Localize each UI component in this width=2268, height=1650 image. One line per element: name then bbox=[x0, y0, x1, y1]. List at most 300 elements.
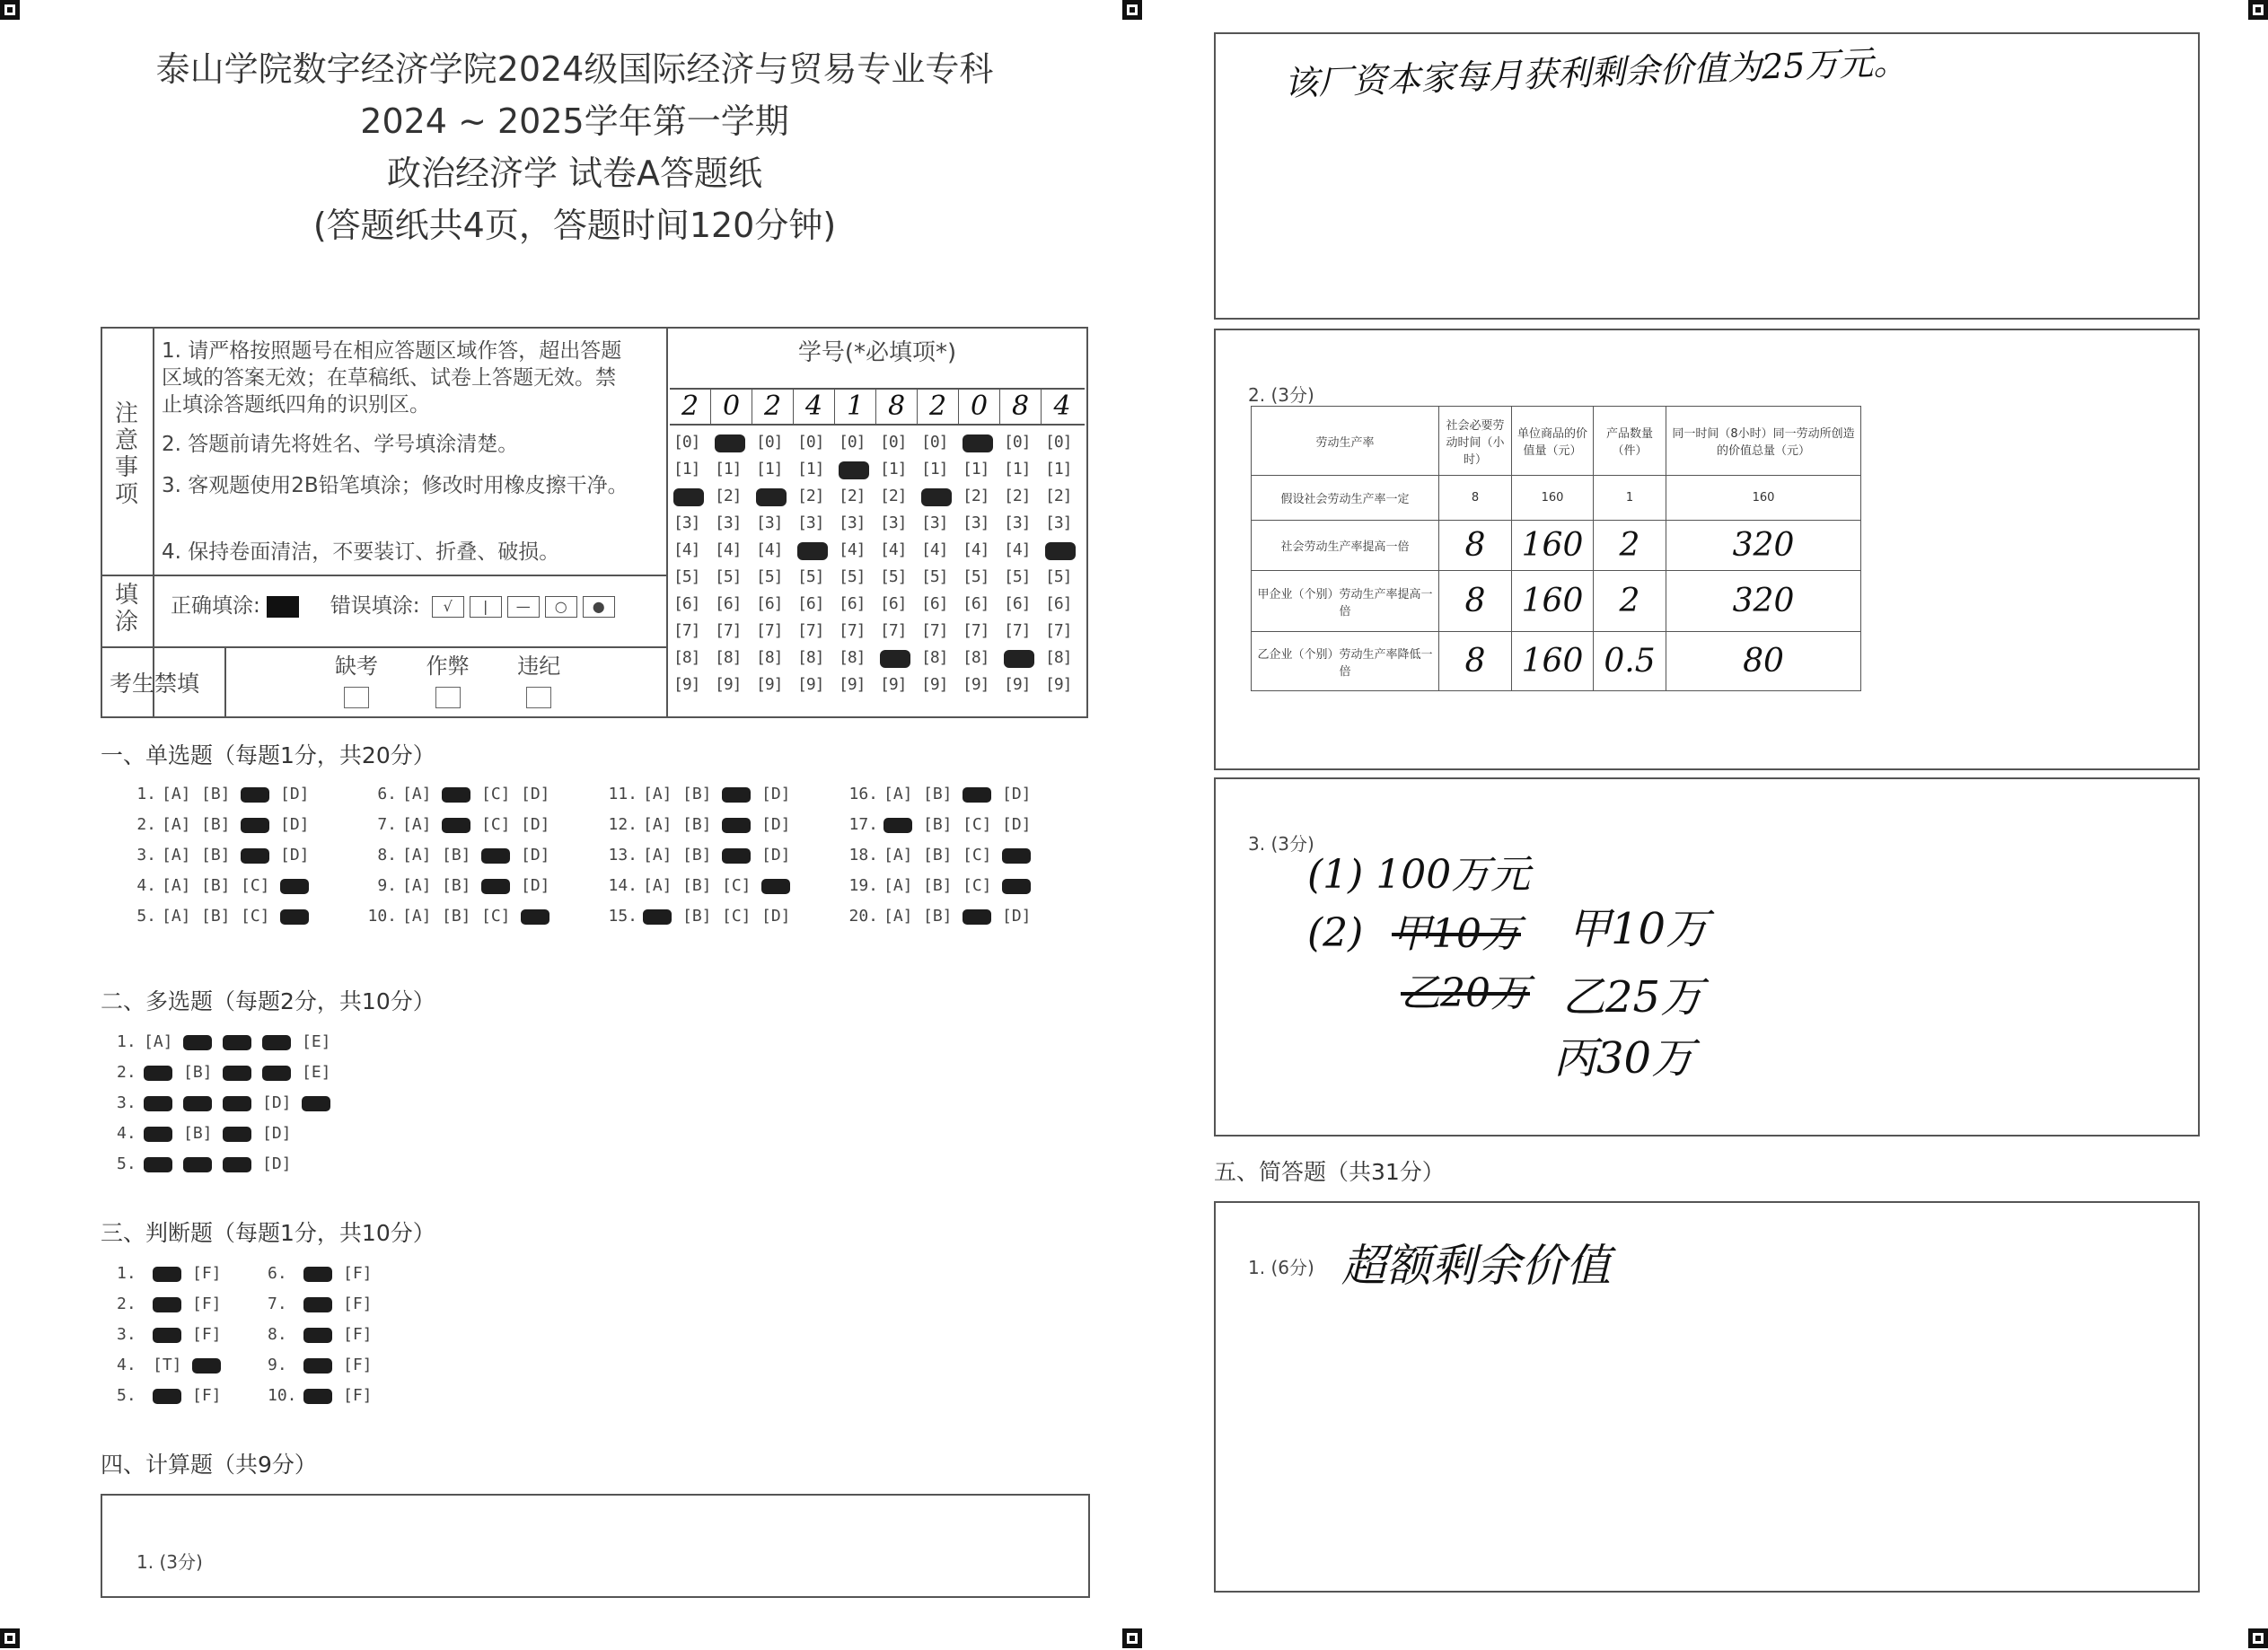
id-bubble[interactable]: [0] bbox=[1004, 433, 1031, 452]
option-bubble[interactable] bbox=[153, 1386, 192, 1405]
id-bubble[interactable]: [6] bbox=[1045, 594, 1072, 613]
option-bubble[interactable]: [B] bbox=[923, 785, 953, 803]
option-bubble[interactable] bbox=[761, 876, 801, 895]
id-bubble[interactable]: [4] bbox=[715, 540, 742, 559]
option-bubble[interactable]: [A] bbox=[883, 876, 913, 895]
id-bubble[interactable]: [7] bbox=[880, 621, 907, 640]
single-question bbox=[598, 815, 801, 834]
option-bubble[interactable] bbox=[153, 1264, 192, 1283]
id-bubble[interactable]: [3] bbox=[921, 513, 948, 532]
id-bubble[interactable]: [2] bbox=[963, 487, 989, 505]
question-number: 11. bbox=[608, 785, 637, 803]
option-bubble[interactable]: [F] bbox=[343, 1295, 373, 1313]
calc-q3-answer-2-prefix: (2) bbox=[1307, 910, 1364, 956]
question-number: 1. bbox=[117, 1032, 136, 1051]
id-bubble[interactable]: [9] bbox=[839, 675, 866, 694]
forbid-label: 考生禁填 bbox=[110, 671, 200, 697]
option-bubble[interactable]: [F] bbox=[343, 1386, 373, 1405]
id-bubble[interactable]: [7] bbox=[839, 621, 866, 640]
multi-question bbox=[117, 1032, 341, 1051]
id-bubble[interactable]: [1] bbox=[797, 460, 824, 478]
id-bubble[interactable]: [4] bbox=[756, 540, 783, 559]
question-number: 17. bbox=[848, 815, 878, 834]
wrong-fill-check: √ bbox=[432, 596, 464, 618]
option-bubble[interactable] bbox=[963, 785, 1002, 803]
option-bubble[interactable] bbox=[302, 1093, 341, 1112]
option-bubble[interactable]: [D] bbox=[761, 815, 791, 834]
id-digit-5: 1 bbox=[835, 390, 876, 424]
id-bubble[interactable]: [6] bbox=[756, 594, 783, 613]
option-bubble[interactable]: [A] bbox=[402, 815, 432, 834]
option-bubble[interactable]: [A] bbox=[643, 815, 672, 834]
notice-item-1: 1. 请严格按照题号在相应答题区域作答，超出答题区域的答案无效；在草稿纸、试卷上答题无效。禁止填涂答题纸四角的识别区。 bbox=[162, 339, 622, 417]
id-bubble[interactable]: [9] bbox=[1004, 675, 1031, 694]
option-bubble[interactable]: [B] bbox=[442, 907, 471, 926]
option-bubble[interactable] bbox=[183, 1093, 223, 1112]
question-number: 19. bbox=[848, 876, 878, 895]
option-bubble[interactable]: [D] bbox=[761, 846, 791, 864]
option-bubble[interactable]: [A] bbox=[402, 876, 432, 895]
id-bubble[interactable]: [4] bbox=[1004, 540, 1031, 559]
option-bubble[interactable]: [C] bbox=[963, 815, 992, 834]
option-bubble[interactable]: [C] bbox=[963, 846, 992, 864]
id-bubble[interactable]: [0] bbox=[880, 433, 907, 452]
option-bubble[interactable]: [B] bbox=[442, 876, 471, 895]
table-cell-hand: 2 bbox=[1594, 571, 1666, 632]
table-header-2: 单位商品的价值量（元） bbox=[1512, 407, 1594, 476]
option-bubble[interactable]: [B] bbox=[183, 1124, 213, 1143]
option-bubble[interactable]: [D] bbox=[280, 815, 310, 834]
judge-question bbox=[117, 1295, 232, 1313]
option-bubble[interactable]: [E] bbox=[302, 1032, 331, 1051]
id-bubble[interactable]: [4] bbox=[921, 540, 948, 559]
id-bubble[interactable]: [7] bbox=[963, 621, 989, 640]
id-bubble[interactable]: [9] bbox=[921, 675, 948, 694]
option-bubble[interactable]: [A] bbox=[162, 907, 191, 926]
student-id-boxes bbox=[670, 388, 1085, 426]
id-bubble[interactable]: [3] bbox=[1045, 513, 1072, 532]
question-number: 3. bbox=[136, 846, 156, 864]
forbid-absent[interactable] bbox=[314, 648, 399, 708]
id-bubble[interactable]: [8] bbox=[756, 648, 783, 667]
id-bubble[interactable]: [5] bbox=[839, 567, 866, 586]
id-bubble[interactable]: [0] bbox=[1045, 433, 1072, 452]
option-bubble[interactable] bbox=[303, 1264, 343, 1283]
calc-q3-struck-2: 乙20万 bbox=[1401, 970, 1530, 1016]
option-bubble[interactable]: [B] bbox=[201, 907, 231, 926]
option-bubble[interactable]: [A] bbox=[402, 907, 432, 926]
id-bubble[interactable]: [1] bbox=[963, 460, 989, 478]
option-bubble[interactable]: [D] bbox=[761, 907, 791, 926]
option-bubble[interactable]: [D] bbox=[761, 785, 791, 803]
option-bubble[interactable] bbox=[144, 1063, 183, 1082]
option-bubble[interactable]: [A] bbox=[883, 907, 913, 926]
option-bubble[interactable]: [D] bbox=[262, 1124, 292, 1143]
option-bubble[interactable]: [A] bbox=[162, 785, 191, 803]
judge-question bbox=[268, 1386, 382, 1405]
table-cell: 160 bbox=[1512, 476, 1594, 521]
option-bubble[interactable]: [C] bbox=[481, 907, 511, 926]
id-bubble[interactable] bbox=[797, 542, 828, 560]
option-bubble[interactable] bbox=[442, 815, 481, 834]
option-bubble[interactable] bbox=[481, 876, 521, 895]
id-bubble[interactable]: [5] bbox=[715, 567, 742, 586]
question-number: 9. bbox=[268, 1356, 287, 1374]
id-bubble[interactable]: [3] bbox=[963, 513, 989, 532]
table-cell-hand: 8 bbox=[1439, 571, 1512, 632]
calc-q3-box bbox=[1214, 777, 2200, 1137]
id-bubble[interactable]: [5] bbox=[1004, 567, 1031, 586]
option-bubble[interactable] bbox=[223, 1154, 262, 1173]
id-bubble[interactable]: [6] bbox=[1004, 594, 1031, 613]
option-bubble[interactable] bbox=[223, 1032, 262, 1051]
forbid-items bbox=[314, 648, 581, 708]
option-bubble[interactable] bbox=[303, 1325, 343, 1344]
option-bubble[interactable]: [A] bbox=[883, 846, 913, 864]
id-bubble[interactable] bbox=[756, 488, 787, 506]
section-multi-title: 二、多选题（每题2分，共10分） bbox=[101, 988, 435, 1014]
option-bubble[interactable] bbox=[1002, 846, 1042, 864]
wrong-fill-dot: ● bbox=[583, 596, 615, 618]
option-bubble[interactable]: [B] bbox=[442, 846, 471, 864]
notice-item-4: 4. 保持卷面清洁，不要装订、折叠、破损。 bbox=[162, 540, 560, 564]
id-bubble[interactable]: [5] bbox=[756, 567, 783, 586]
option-bubble[interactable] bbox=[153, 1295, 192, 1313]
table-cell-hand: 320 bbox=[1666, 521, 1861, 571]
option-bubble[interactable] bbox=[223, 1063, 262, 1082]
id-bubble[interactable]: [6] bbox=[715, 594, 742, 613]
option-bubble[interactable] bbox=[223, 1093, 262, 1112]
question-number: 12. bbox=[608, 815, 637, 834]
id-bubble[interactable]: [3] bbox=[839, 513, 866, 532]
option-bubble[interactable] bbox=[303, 1356, 343, 1374]
question-number: 13. bbox=[608, 846, 637, 864]
id-bubble[interactable]: [9] bbox=[1045, 675, 1072, 694]
forbid-absent-label: 缺考 bbox=[335, 654, 378, 679]
option-bubble[interactable] bbox=[280, 907, 320, 926]
id-bubble[interactable] bbox=[921, 488, 952, 506]
option-bubble[interactable] bbox=[1002, 876, 1042, 895]
forbid-cheat[interactable] bbox=[406, 648, 490, 708]
exam-title-line1: 泰山学院数字经济学院2024级国际经济与贸易专业专科 bbox=[155, 49, 994, 89]
id-bubble[interactable]: [7] bbox=[921, 621, 948, 640]
forbid-violation-box[interactable] bbox=[526, 687, 551, 708]
option-bubble[interactable]: [B] bbox=[923, 846, 953, 864]
multi-question bbox=[117, 1124, 302, 1143]
option-bubble[interactable]: [D] bbox=[1002, 785, 1032, 803]
option-bubble[interactable] bbox=[722, 785, 761, 803]
option-bubble[interactable]: [B] bbox=[201, 846, 231, 864]
id-bubble[interactable] bbox=[963, 434, 993, 452]
option-bubble[interactable]: [F] bbox=[343, 1356, 373, 1374]
id-bubble[interactable]: [1] bbox=[880, 460, 907, 478]
forbid-cheat-box[interactable] bbox=[435, 687, 461, 708]
option-bubble[interactable] bbox=[442, 785, 481, 803]
option-bubble[interactable]: [D] bbox=[1002, 907, 1032, 926]
option-bubble[interactable]: [C] bbox=[241, 876, 270, 895]
option-bubble[interactable]: [D] bbox=[521, 785, 550, 803]
option-bubble[interactable]: [B] bbox=[682, 907, 712, 926]
id-bubble[interactable]: [8] bbox=[921, 648, 948, 667]
id-bubble[interactable]: [5] bbox=[1045, 567, 1072, 586]
table-cell: 甲企业（个别）劳动生产率提高一倍 bbox=[1252, 571, 1439, 632]
single-question bbox=[598, 785, 801, 803]
student-id-bubble-grid bbox=[673, 433, 1086, 711]
option-bubble[interactable]: [B] bbox=[923, 876, 953, 895]
id-bubble[interactable]: [2] bbox=[1045, 487, 1072, 505]
option-bubble[interactable] bbox=[183, 1154, 223, 1173]
option-bubble[interactable] bbox=[643, 907, 682, 926]
option-bubble[interactable] bbox=[722, 846, 761, 864]
id-digit-2: 0 bbox=[711, 390, 752, 424]
option-bubble[interactable] bbox=[303, 1386, 343, 1405]
option-bubble[interactable]: [A] bbox=[402, 785, 432, 803]
option-bubble[interactable] bbox=[722, 815, 761, 834]
judge-area bbox=[117, 1264, 476, 1426]
option-bubble[interactable]: [B] bbox=[923, 907, 953, 926]
id-bubble[interactable] bbox=[715, 434, 745, 452]
id-bubble[interactable] bbox=[880, 650, 910, 668]
id-bubble[interactable]: [4] bbox=[963, 540, 989, 559]
option-bubble[interactable]: [A] bbox=[883, 785, 913, 803]
option-bubble[interactable] bbox=[521, 907, 560, 926]
option-bubble[interactable]: [D] bbox=[1002, 815, 1032, 834]
id-bubble[interactable]: [5] bbox=[880, 567, 907, 586]
option-bubble[interactable]: [D] bbox=[521, 846, 550, 864]
question-number: 5. bbox=[117, 1386, 136, 1405]
notice-label: 注意事项 bbox=[114, 400, 138, 508]
id-bubble[interactable]: [3] bbox=[880, 513, 907, 532]
option-bubble[interactable] bbox=[183, 1032, 223, 1051]
id-bubble[interactable]: [9] bbox=[673, 675, 700, 694]
id-bubble[interactable]: [0] bbox=[839, 433, 866, 452]
id-bubble[interactable]: [0] bbox=[797, 433, 824, 452]
option-bubble[interactable] bbox=[963, 907, 1002, 926]
forbid-violation[interactable] bbox=[497, 648, 581, 708]
id-bubble[interactable]: [6] bbox=[963, 594, 989, 613]
option-bubble[interactable]: [D] bbox=[521, 876, 550, 895]
option-bubble[interactable] bbox=[153, 1325, 192, 1344]
option-bubble[interactable]: [F] bbox=[343, 1325, 373, 1344]
option-bubble[interactable]: [C] bbox=[722, 876, 752, 895]
calc-q2-label: 2. (3分) bbox=[1248, 384, 1314, 406]
option-bubble[interactable]: [A] bbox=[402, 846, 432, 864]
option-bubble[interactable]: [A] bbox=[144, 1032, 173, 1051]
table-header-row bbox=[1252, 407, 1861, 476]
id-bubble[interactable]: [8] bbox=[715, 648, 742, 667]
table-header-1: 社会必要劳动时间（小时） bbox=[1439, 407, 1512, 476]
option-bubble[interactable]: [A] bbox=[162, 846, 191, 864]
table-row bbox=[1252, 632, 1861, 691]
option-bubble[interactable] bbox=[241, 785, 280, 803]
id-bubble[interactable]: [1] bbox=[756, 460, 783, 478]
exam-title-line3: 政治经济学 试卷A答题纸 bbox=[386, 154, 763, 193]
question-number: 4. bbox=[117, 1124, 136, 1143]
table-cell: 160 bbox=[1666, 476, 1861, 521]
id-bubble[interactable]: [0] bbox=[673, 433, 700, 452]
option-bubble[interactable] bbox=[144, 1093, 183, 1112]
option-bubble[interactable] bbox=[241, 846, 280, 864]
question-number: 8. bbox=[268, 1325, 287, 1344]
id-bubble[interactable]: [8] bbox=[963, 648, 989, 667]
id-bubble[interactable]: [6] bbox=[797, 594, 824, 613]
question-number: 6. bbox=[377, 785, 397, 803]
id-bubble[interactable]: [8] bbox=[673, 648, 700, 667]
single-question bbox=[117, 785, 320, 803]
id-bubble[interactable]: [2] bbox=[1004, 487, 1031, 505]
option-bubble[interactable]: [A] bbox=[162, 815, 191, 834]
id-bubble[interactable]: [4] bbox=[839, 540, 866, 559]
id-bubble[interactable]: [5] bbox=[797, 567, 824, 586]
id-bubble[interactable]: [7] bbox=[1004, 621, 1031, 640]
option-bubble[interactable] bbox=[144, 1124, 183, 1143]
option-bubble[interactable]: [C] bbox=[481, 815, 511, 834]
id-bubble[interactable]: [2] bbox=[797, 487, 824, 505]
notice-item-3: 3. 客观题使用2B铅笔填涂；修改时用橡皮擦干净。 bbox=[162, 474, 629, 497]
id-bubble[interactable]: [9] bbox=[797, 675, 824, 694]
calc-q3-answer-yi: 乙25万 bbox=[1562, 972, 1704, 1022]
id-bubble[interactable]: [0] bbox=[921, 433, 948, 452]
id-bubble[interactable]: [5] bbox=[673, 567, 700, 586]
question-number: 9. bbox=[377, 876, 397, 895]
option-bubble[interactable]: [A] bbox=[643, 846, 672, 864]
id-bubble[interactable]: [9] bbox=[756, 675, 783, 694]
judge-question bbox=[117, 1264, 232, 1283]
option-bubble[interactable] bbox=[223, 1124, 262, 1143]
option-bubble[interactable]: [B] bbox=[682, 785, 712, 803]
option-bubble[interactable]: [B] bbox=[682, 815, 712, 834]
id-bubble[interactable]: [4] bbox=[673, 540, 700, 559]
id-bubble[interactable]: [6] bbox=[880, 594, 907, 613]
table-cell-hand: 80 bbox=[1666, 632, 1861, 691]
id-bubble[interactable]: [2] bbox=[715, 487, 742, 505]
id-bubble[interactable]: [1] bbox=[1004, 460, 1031, 478]
table-cell: 8 bbox=[1439, 476, 1512, 521]
option-bubble[interactable]: [D] bbox=[262, 1154, 292, 1173]
option-bubble[interactable]: [E] bbox=[302, 1063, 331, 1082]
option-bubble[interactable] bbox=[280, 876, 320, 895]
option-bubble[interactable] bbox=[262, 1063, 302, 1082]
option-bubble[interactable] bbox=[303, 1295, 343, 1313]
id-bubble[interactable]: [3] bbox=[756, 513, 783, 532]
option-bubble[interactable]: [F] bbox=[192, 1264, 222, 1283]
notice-divider-v bbox=[153, 327, 154, 718]
id-bubble[interactable]: [7] bbox=[673, 621, 700, 640]
id-bubble[interactable]: [1] bbox=[673, 460, 700, 478]
option-bubble[interactable]: [D] bbox=[262, 1093, 292, 1112]
question-number: 14. bbox=[608, 876, 637, 895]
option-bubble[interactable]: [A] bbox=[643, 785, 672, 803]
option-bubble[interactable]: [T] bbox=[153, 1356, 182, 1374]
option-bubble[interactable]: [F] bbox=[343, 1264, 373, 1283]
table-header-3: 产品数量（件） bbox=[1594, 407, 1666, 476]
option-bubble[interactable]: [C] bbox=[722, 907, 752, 926]
id-bubble[interactable]: [7] bbox=[1045, 621, 1072, 640]
option-bubble[interactable]: [B] bbox=[201, 815, 231, 834]
option-bubble[interactable]: [F] bbox=[192, 1386, 222, 1405]
id-bubble[interactable]: [9] bbox=[715, 675, 742, 694]
option-bubble[interactable] bbox=[144, 1154, 183, 1173]
id-bubble[interactable]: [3] bbox=[673, 513, 700, 532]
option-bubble[interactable]: [C] bbox=[963, 876, 992, 895]
calc-q3-answer-bing: 丙30万 bbox=[1553, 1033, 1695, 1084]
single-question bbox=[598, 876, 801, 895]
question-number: 8. bbox=[377, 846, 397, 864]
id-bubble[interactable]: [3] bbox=[715, 513, 742, 532]
id-bubble[interactable]: [3] bbox=[1004, 513, 1031, 532]
fill-example-row bbox=[171, 589, 615, 619]
notice-divider-forbid bbox=[224, 646, 226, 718]
id-bubble[interactable]: [1] bbox=[715, 460, 742, 478]
option-bubble[interactable]: [A] bbox=[162, 876, 191, 895]
id-bubble[interactable]: [2] bbox=[880, 487, 907, 505]
id-bubble[interactable]: [6] bbox=[673, 594, 700, 613]
option-bubble[interactable]: [B] bbox=[201, 785, 231, 803]
id-digit-10: 4 bbox=[1053, 391, 1071, 422]
id-bubble[interactable]: [9] bbox=[880, 675, 907, 694]
question-number: 5. bbox=[136, 907, 156, 926]
id-bubble[interactable]: [7] bbox=[756, 621, 783, 640]
id-bubble[interactable]: [0] bbox=[756, 433, 783, 452]
id-bubble[interactable]: [8] bbox=[839, 648, 866, 667]
id-bubble[interactable] bbox=[673, 488, 704, 506]
id-bubble[interactable]: [1] bbox=[921, 460, 948, 478]
judge-question bbox=[268, 1356, 382, 1374]
option-bubble[interactable]: [B] bbox=[682, 876, 712, 895]
option-bubble[interactable]: [D] bbox=[521, 815, 550, 834]
id-bubble[interactable]: [1] bbox=[1045, 460, 1072, 478]
id-bubble[interactable]: [8] bbox=[797, 648, 824, 667]
section-calc-title: 四、计算题（共9分） bbox=[101, 1452, 317, 1478]
option-bubble[interactable]: [D] bbox=[280, 846, 310, 864]
id-bubble[interactable]: [6] bbox=[839, 594, 866, 613]
calc-q1-answer: 该厂资本家每月获利剩余价值为25万元。 bbox=[1283, 41, 1909, 104]
option-bubble[interactable]: [B] bbox=[682, 846, 712, 864]
option-bubble[interactable]: [B] bbox=[183, 1063, 213, 1082]
judge-question bbox=[117, 1386, 232, 1405]
id-bubble[interactable]: [9] bbox=[963, 675, 989, 694]
option-bubble[interactable]: [F] bbox=[192, 1295, 222, 1313]
option-bubble[interactable] bbox=[481, 846, 521, 864]
id-bubble[interactable] bbox=[1004, 650, 1034, 668]
option-bubble[interactable]: [C] bbox=[481, 785, 511, 803]
id-bubble[interactable]: [8] bbox=[1045, 648, 1072, 667]
id-bubble[interactable]: [3] bbox=[797, 513, 824, 532]
option-bubble[interactable] bbox=[883, 815, 923, 834]
option-bubble[interactable] bbox=[262, 1032, 302, 1051]
forbid-absent-box[interactable] bbox=[344, 687, 369, 708]
id-bubble[interactable]: [5] bbox=[963, 567, 989, 586]
single-question bbox=[598, 907, 801, 926]
option-bubble[interactable] bbox=[241, 815, 280, 834]
id-bubble[interactable]: [4] bbox=[880, 540, 907, 559]
id-bubble[interactable]: [5] bbox=[921, 567, 948, 586]
id-bubble[interactable]: [6] bbox=[921, 594, 948, 613]
option-bubble[interactable]: [A] bbox=[643, 876, 672, 895]
id-bubble[interactable]: [7] bbox=[715, 621, 742, 640]
option-bubble[interactable]: [F] bbox=[192, 1325, 222, 1344]
id-bubble[interactable]: [2] bbox=[839, 487, 866, 505]
id-bubble[interactable] bbox=[839, 461, 869, 479]
single-question bbox=[357, 876, 560, 895]
option-bubble[interactable] bbox=[192, 1356, 232, 1374]
id-bubble[interactable] bbox=[1045, 542, 1076, 560]
option-bubble[interactable]: [C] bbox=[241, 907, 270, 926]
id-bubble[interactable]: [7] bbox=[797, 621, 824, 640]
option-bubble[interactable]: [B] bbox=[923, 815, 953, 834]
option-bubble[interactable]: [D] bbox=[280, 785, 310, 803]
option-bubble[interactable]: [B] bbox=[201, 876, 231, 895]
